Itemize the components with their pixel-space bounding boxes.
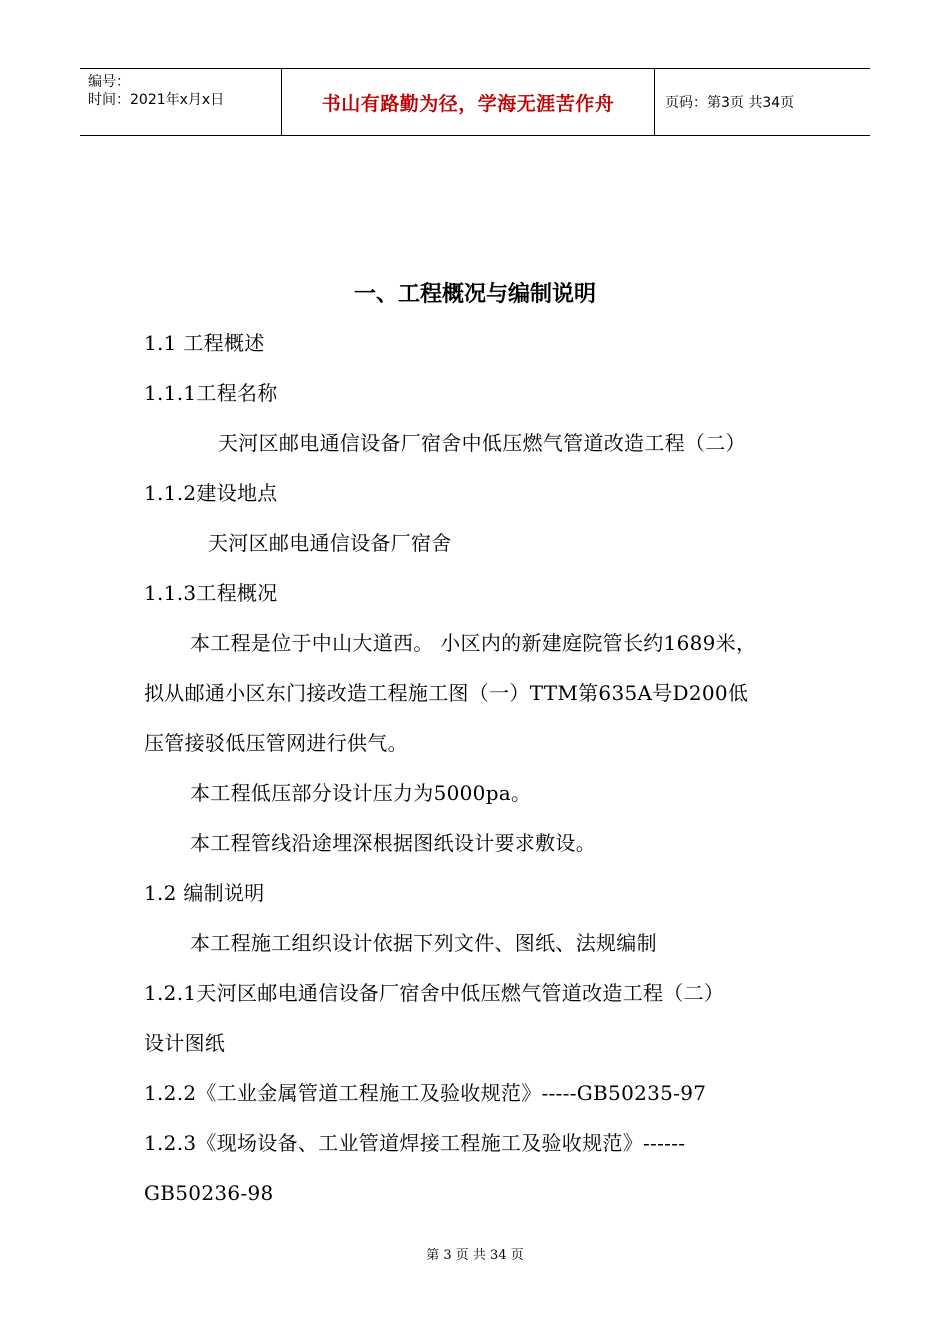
header-page-label: 页码：第3页 共34页	[665, 95, 795, 111]
heading-1-1-2: 1.1.2建设地点	[144, 481, 278, 505]
paragraph-line: 压管接驳低压管网进行供气。	[144, 731, 408, 755]
section-title: 一、工程概况与编制说明	[353, 282, 596, 307]
document-date-label: 时间：2021年x月x日	[88, 92, 225, 108]
project-location: 天河区邮电通信设备厂宿舍	[208, 531, 452, 555]
reference-item: 设计图纸	[144, 1031, 226, 1055]
document-number-label: 编号：	[88, 74, 130, 90]
heading-1-1-1: 1.1.1工程名称	[144, 381, 278, 405]
header-meta-cell	[80, 69, 282, 135]
header-motto: 书山有路勤为径，学海无涯苦作舟	[321, 92, 615, 115]
header-page-cell	[655, 69, 870, 135]
paragraph-line: 拟从邮通小区东门接改造工程施工图（一）TTM第635A号D200低	[144, 681, 749, 705]
page-footer: 第 3 页 共 34 页	[426, 1248, 524, 1263]
heading-1-1-3: 1.1.3工程概况	[144, 581, 278, 605]
paragraph-line: 本工程施工组织设计依据下列文件、图纸、法规编制	[190, 931, 657, 955]
heading-1-1: 1.1 工程概述	[144, 331, 265, 355]
reference-item: 1.2.3《现场设备、工业管道焊接工程施工及验收规范》------	[144, 1131, 686, 1155]
heading-1-2: 1.2 编制说明	[144, 881, 265, 905]
paragraph-line: 本工程管线沿途埋深根据图纸设计要求敷设。	[190, 831, 596, 855]
reference-item: 1.2.1天河区邮电通信设备厂宿舍中低压燃气管道改造工程（二）	[144, 981, 725, 1005]
project-name: 天河区邮电通信设备厂宿舍中低压燃气管道改造工程（二）	[218, 431, 746, 455]
page-header	[80, 68, 870, 136]
header-motto-cell	[282, 69, 655, 135]
reference-item: 1.2.2《工业金属管道工程施工及验收规范》-----GB50235-97	[144, 1081, 707, 1105]
paragraph-line: 本工程低压部分设计压力为5000pa。	[190, 781, 532, 805]
paragraph-line: 本工程是位于中山大道西。 小区内的新建庭院管长约1689米，	[190, 631, 757, 655]
reference-item: GB50236-98	[144, 1181, 274, 1205]
